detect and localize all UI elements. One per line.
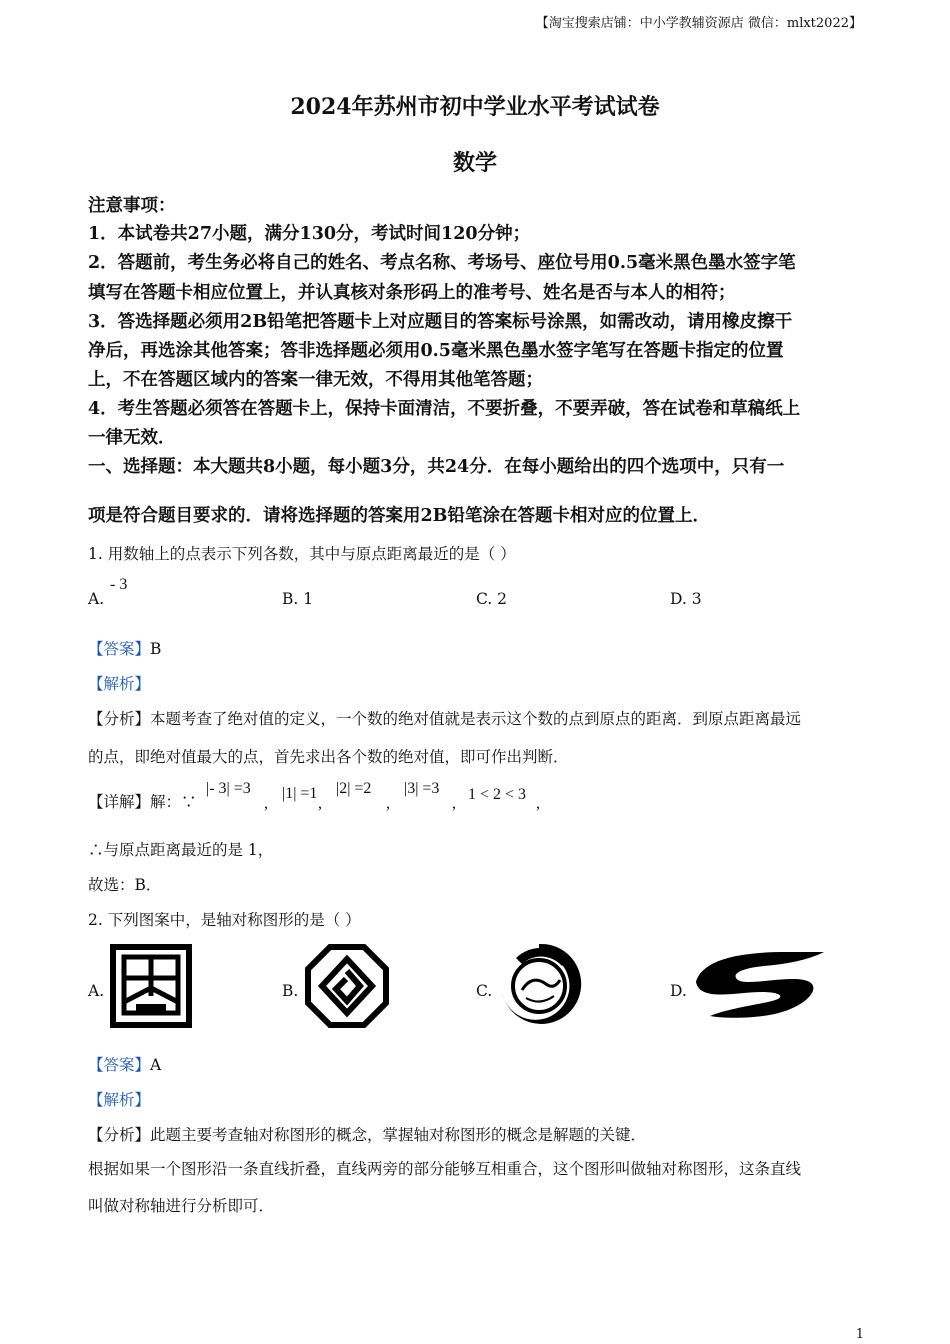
comma: , — [452, 795, 456, 812]
q1-option-a — [88, 590, 104, 608]
option-label: A. — [88, 590, 105, 608]
q2-fenxi — [88, 1123, 646, 1145]
option-label: C. — [476, 590, 493, 608]
q1-option-a-value: - 3 — [110, 576, 128, 593]
answer-tag: 【答案】 — [88, 1056, 151, 1074]
figure-a-icon — [110, 944, 192, 1028]
notice-line: 一律无效． — [88, 428, 176, 448]
fenxi-text: 此题主要考查轴对称图形的概念，掌握轴对称图形的概念是解题的关键． — [150, 1126, 647, 1144]
fenxi-text: 本题考查了绝对值的定义，一个数的绝对值就是表示这个数的点到原点的距离．到原点距离最远 — [150, 710, 802, 728]
section-heading-line1: 一、选择题：本大题共8小题，每小题3分，共24分．在每小题给出的四个选项中，只有一 — [88, 457, 785, 477]
answer-tag: 【答案】 — [88, 640, 151, 658]
q1-conclusion: ∴与原点距离最近的是 1， — [88, 841, 274, 859]
comma: , — [318, 795, 322, 812]
notice-line: 2．答题前，考生务必将自己的姓名、考点名称、考场号、座位号用0.5毫米黑色墨水签字笔 — [88, 253, 796, 273]
option-value: 2 — [497, 590, 508, 608]
q2-option-d-figure — [690, 946, 824, 1022]
notice-line: 填写在答题卡相应位置上，并认真核对条形码上的准考号、姓名是否与本人的相符； — [88, 283, 736, 303]
comma: , — [264, 795, 268, 812]
option-value: 3 — [691, 590, 702, 608]
fenxi-tag: 【分析】 — [88, 1126, 151, 1144]
notice-line: 1．本试卷共27小题，满分130分，考试时间120分钟； — [88, 224, 531, 244]
q1-fenxi-line2: 的点，即绝对值最大的点，首先求出各个数的绝对值，即可作出判断． — [88, 748, 569, 766]
math-abs-1: |1| =1 — [282, 785, 318, 802]
math-abs-2: |2| =2 — [336, 780, 372, 797]
q1-option-c — [476, 590, 507, 608]
comma: , — [386, 795, 390, 812]
figure-d-icon — [690, 946, 824, 1022]
q2-stem: 2. 下列图案中，是轴对称图形的是（ ） — [88, 911, 361, 929]
page-number: 1 — [855, 1327, 864, 1342]
answer-value: B — [150, 640, 162, 658]
section-heading-line2: 项是符合题目要求的．请将选择题的答案用2B铅笔涂在答题卡相对应的位置上． — [88, 506, 710, 526]
comma: , — [536, 795, 540, 812]
q1-fenxi-line1 — [88, 707, 801, 729]
q2-line2: 叫做对称轴进行分析即可． — [88, 1197, 275, 1215]
q2-option-a-label: A. — [88, 982, 105, 1000]
figure-c-icon — [496, 940, 582, 1028]
q1-answer — [88, 637, 161, 659]
exam-title: 2024年苏州市初中学业水平考试试卷 — [290, 94, 660, 120]
header-note: 【淘宝搜索店铺：中小学教辅资源店 微信：mlxt2022】 — [535, 16, 862, 31]
q1-option-b — [282, 590, 313, 608]
fenxi-tag: 【分析】 — [88, 710, 151, 728]
detail-tag: 【详解】 — [88, 793, 151, 811]
q1-analysis-tag: 【解析】 — [88, 675, 151, 693]
detail-prefix: 解：∵ — [150, 793, 197, 811]
exam-subject: 数学 — [452, 150, 497, 176]
figure-b-icon — [304, 943, 390, 1029]
q2-option-c-label: C. — [476, 982, 493, 1000]
option-label: D. — [670, 590, 687, 608]
q2-option-c-figure — [496, 940, 582, 1028]
notice-line: 4．考生答题必须答在答题卡上，保持卡面清洁，不要折叠，不要弄破，答在试卷和草稿纸上 — [88, 399, 801, 419]
option-label: B. — [282, 590, 299, 608]
q2-analysis-tag: 【解析】 — [88, 1091, 151, 1109]
math-abs-3: |3| =3 — [404, 780, 440, 797]
q2-line1: 根据如果一个图形沿一条直线折叠，直线两旁的部分能够互相重合，这个图形叫做轴对称图形，这条直线 — [88, 1160, 802, 1178]
q1-choice: 故选：B． — [88, 876, 162, 894]
math-inequality: 1 < 2 < 3 — [468, 786, 527, 803]
q2-option-b-figure — [304, 943, 390, 1029]
q1-detail — [88, 790, 197, 812]
q1-stem: 1. 用数轴上的点表示下列各数，其中与原点距离最近的是（ ） — [88, 545, 516, 563]
q2-option-a-figure — [110, 944, 192, 1028]
q2-option-d-label: D. — [670, 982, 687, 1000]
q1-option-d — [670, 590, 702, 608]
q2-answer — [88, 1053, 161, 1075]
answer-value: A — [150, 1056, 162, 1074]
notice-line: 净后，再选涂其他答案；答非选择题必须用0.5毫米黑色墨水签字笔写在答题卡指定的位置 — [88, 341, 784, 361]
math-abs-neg3: |- 3| =3 — [206, 780, 251, 797]
notice-line: 上，不在答题区域内的答案一律无效，不得用其他笔答题； — [88, 370, 543, 390]
notice-heading: 注意事项： — [88, 196, 176, 216]
notice-line: 3．答选择题必须用2B铅笔把答题卡上对应题目的答案标号涂黑，如需改动，请用橡皮擦干 — [88, 312, 793, 332]
q2-option-b-label: B. — [282, 982, 299, 1000]
option-value: 1 — [303, 590, 314, 608]
